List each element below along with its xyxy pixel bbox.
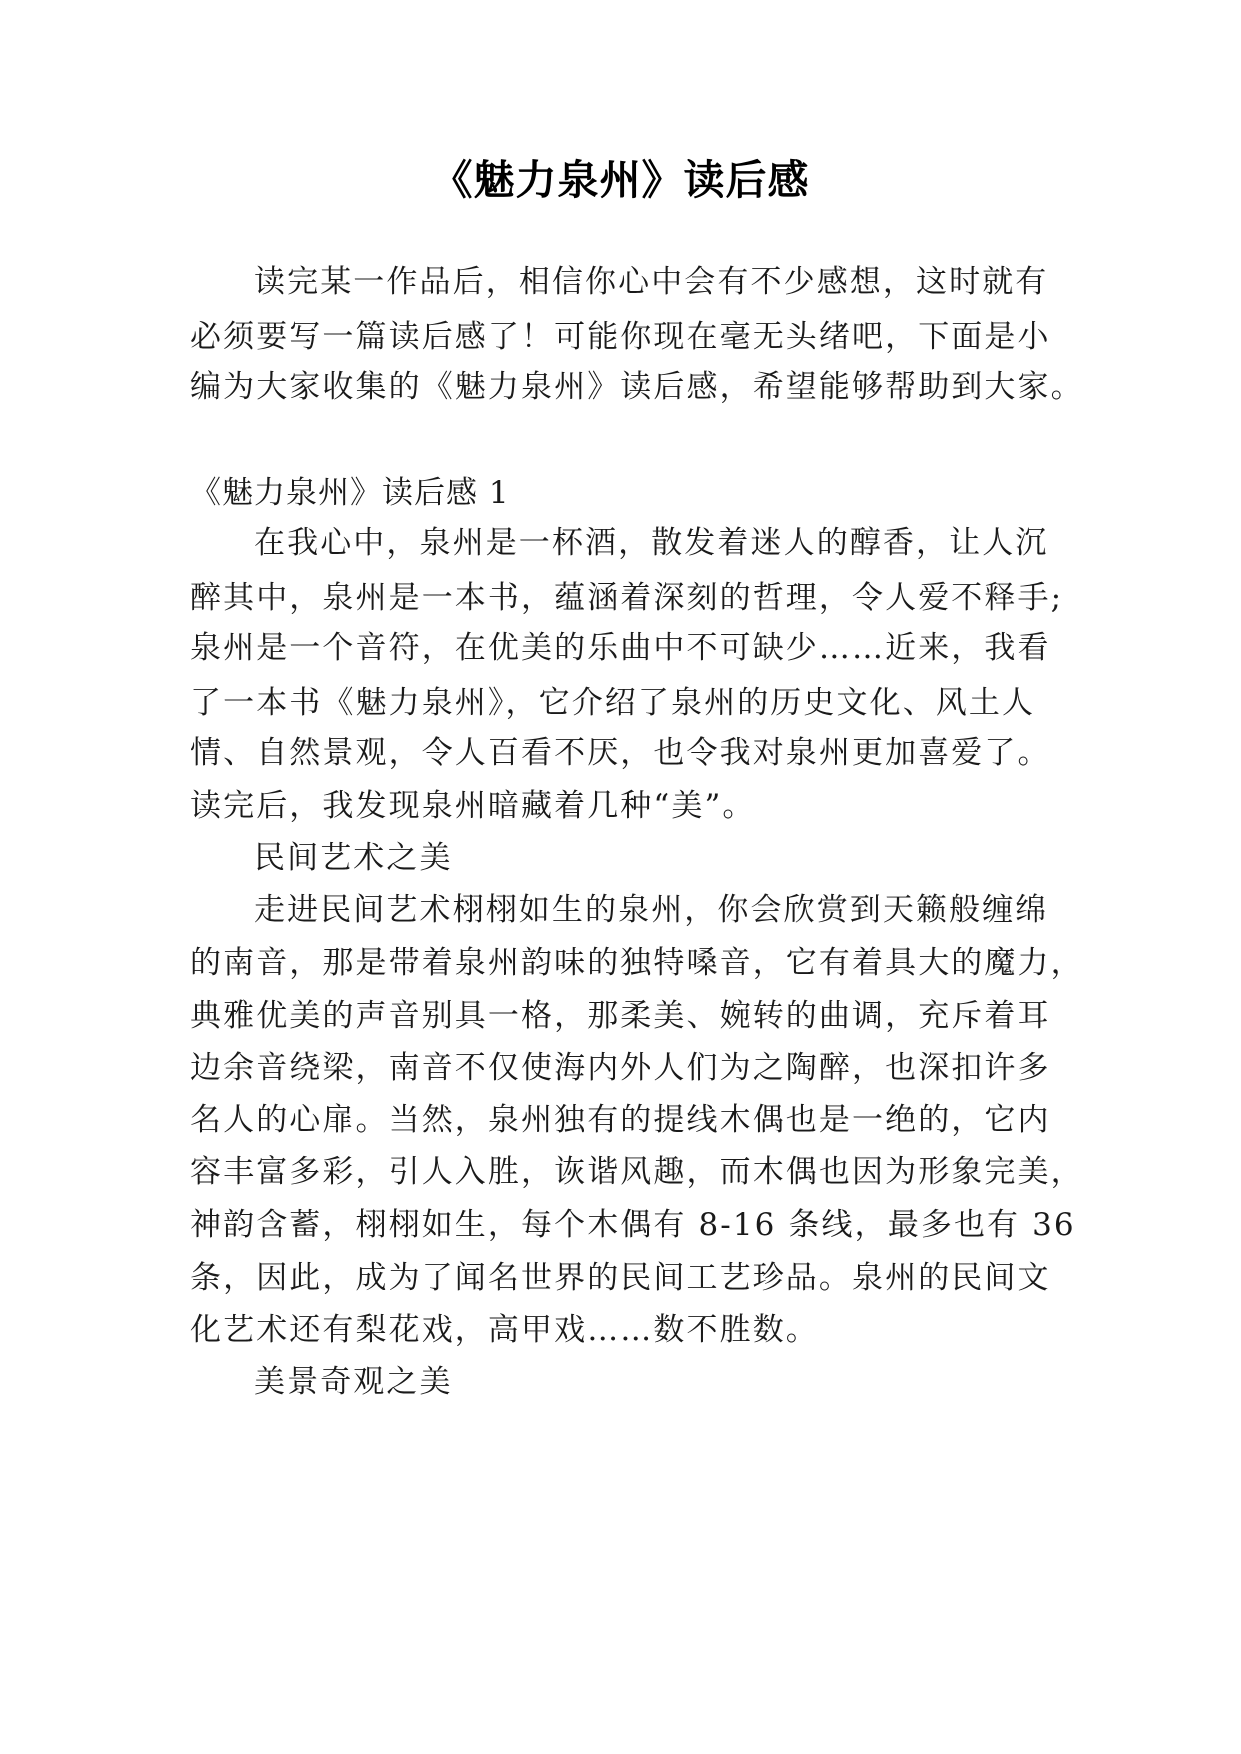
paragraph2-line-1: 走进民间艺术栩栩如生的泉州，你会欣赏到天籁般缠绵 xyxy=(254,892,1049,928)
paragraph2-line-7: 神韵含蓄，栩栩如生，每个木偶有 8-16 条线，最多也有 36 xyxy=(190,1207,1076,1243)
paragraph1-line-2: 醉其中，泉州是一本书，蕴涵着深刻的哲理，令人爱不释手; xyxy=(190,580,1064,616)
paragraph1-line-4: 了一本书《魅力泉州》，它介绍了泉州的历史文化、风土人 xyxy=(190,685,1036,721)
paragraph2-line-4: 边余音绕梁，南音不仅使海内外人们为之陶醉，也深扣许多 xyxy=(190,1050,1051,1086)
paragraph1-line-5: 情、自然景观，令人百看不厌，也令我对泉州更加喜爱了。 xyxy=(190,735,1051,771)
paragraph2-line-5: 名人的心扉。当然，泉州独有的提线木偶也是一绝的，它内 xyxy=(190,1102,1051,1138)
paragraph1-line-3: 泉州是一个音符，在优美的乐曲中不可缺少……近来，我看 xyxy=(190,630,1051,666)
paragraph2-line-9: 化艺术还有梨花戏，高甲戏……数不胜数。 xyxy=(190,1312,819,1348)
section-title-folk-art: 民间艺术之美 xyxy=(254,840,453,876)
intro-line-1: 读完某一作品后，相信你心中会有不少感想，这时就有 xyxy=(254,264,1049,300)
paragraph1-line-6: 读完后，我发现泉州暗藏着几种“美”。 xyxy=(190,788,756,824)
paragraph2-line-2: 的南音，那是带着泉州韵味的独特嗓音，它有着具大的魔力， xyxy=(190,945,1084,981)
section-title-scenery: 美景奇观之美 xyxy=(254,1364,453,1400)
intro-line-3: 编为大家收集的《魅力泉州》读后感，希望能够帮助到大家。 xyxy=(190,369,1084,405)
paragraph2-line-3: 典雅优美的声音别具一格，那柔美、婉转的曲调，充斥着耳 xyxy=(190,998,1051,1034)
document-title: 《魅力泉州》读后感 xyxy=(431,156,810,204)
paragraph2-line-8: 条，因此，成为了闻名世界的民间工艺珍品。泉州的民间文 xyxy=(190,1260,1051,1296)
essay-heading: 《魅力泉州》读后感 1 xyxy=(190,475,510,511)
paragraph1-line-1: 在我心中，泉州是一杯酒，散发着迷人的醇香，让人沉 xyxy=(254,525,1049,561)
intro-line-2: 必须要写一篇读后感了！可能你现在毫无头绪吧，下面是小 xyxy=(190,319,1051,355)
paragraph2-line-6: 容丰富多彩，引人入胜，诙谐风趣，而木偶也因为形象完美， xyxy=(190,1154,1084,1190)
